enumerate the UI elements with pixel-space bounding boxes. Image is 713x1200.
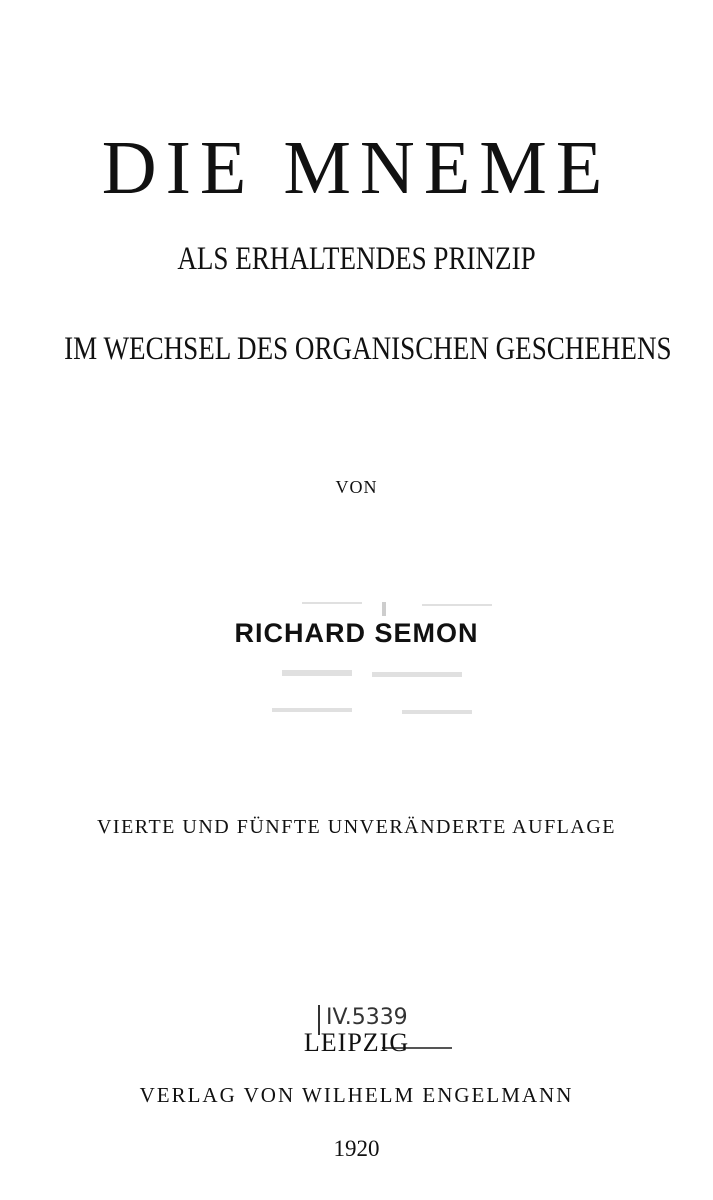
by-label: VON (335, 477, 378, 497)
faded-library-stamp (262, 590, 502, 730)
shelfmark-text: IV.5339 (326, 1005, 408, 1030)
publisher-name: VERLAG VON WILHELM ENGELMANN (139, 1083, 574, 1107)
publication-place: LEIPZIG (303, 1028, 410, 1057)
edition-statement: VIERTE UND FÜNFTE UNVERÄNDERTE AUFLAGE (96, 816, 617, 838)
book-title: DIE MNEME (101, 126, 612, 210)
subtitle-line-2: IM WECHSEL DES ORGANISCHEN GESCHEHENS (64, 331, 672, 367)
subtitle-line-1: ALS ERHALTENDES PRINZIP (177, 241, 536, 277)
author-name: RICHARD SEMON (234, 618, 479, 648)
publication-year: 1920 (333, 1136, 380, 1161)
